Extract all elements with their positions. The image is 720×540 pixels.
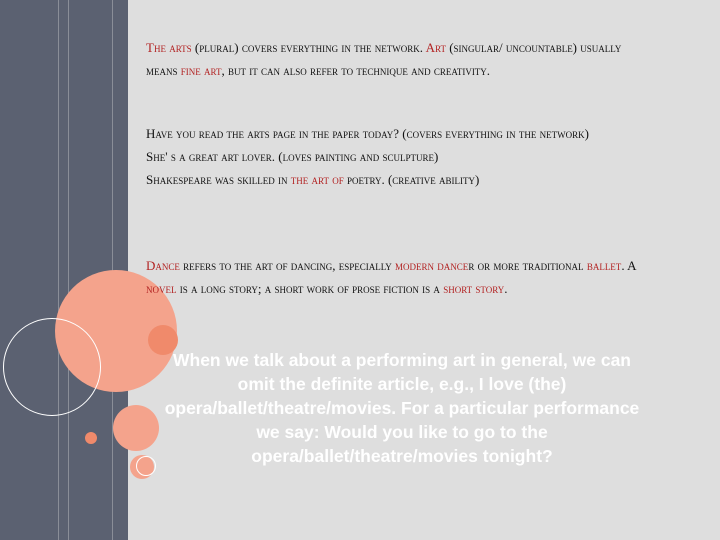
divider-line — [68, 0, 69, 540]
divider-line — [58, 0, 59, 540]
paragraph-dance: Dance refers to the art of dancing, especially modern dancer or more traditional ballet. A novel is a long story; a short work of prose fiction is a short story. — [146, 258, 636, 296]
decor-circle-dot — [85, 432, 97, 444]
decor-circle-medium — [113, 405, 159, 451]
paragraph-arts: The arts (plural) covers everything in the network. Art (singular/ uncountable) usually means fine art, but it can also refer to technique and creativity. — [146, 40, 622, 78]
decor-circle-outline-small — [136, 456, 156, 476]
performing-art-note: When we talk about a performing art in general, we can omit the definite article, e.g., I love (the) opera/ballet/theatre/movies. For a particular performance we say: Would you like to go to the opera/ballet/theatre/movies tonight? — [164, 350, 640, 466]
paragraph-examples: Have you read the arts page in the paper today? (covers everything in the network) She' s a great art lover. (loves painting and sculpture) Shakespeare was skilled in the art of poetry. (creative ability) — [146, 126, 589, 187]
decor-circle-outline — [3, 318, 101, 416]
